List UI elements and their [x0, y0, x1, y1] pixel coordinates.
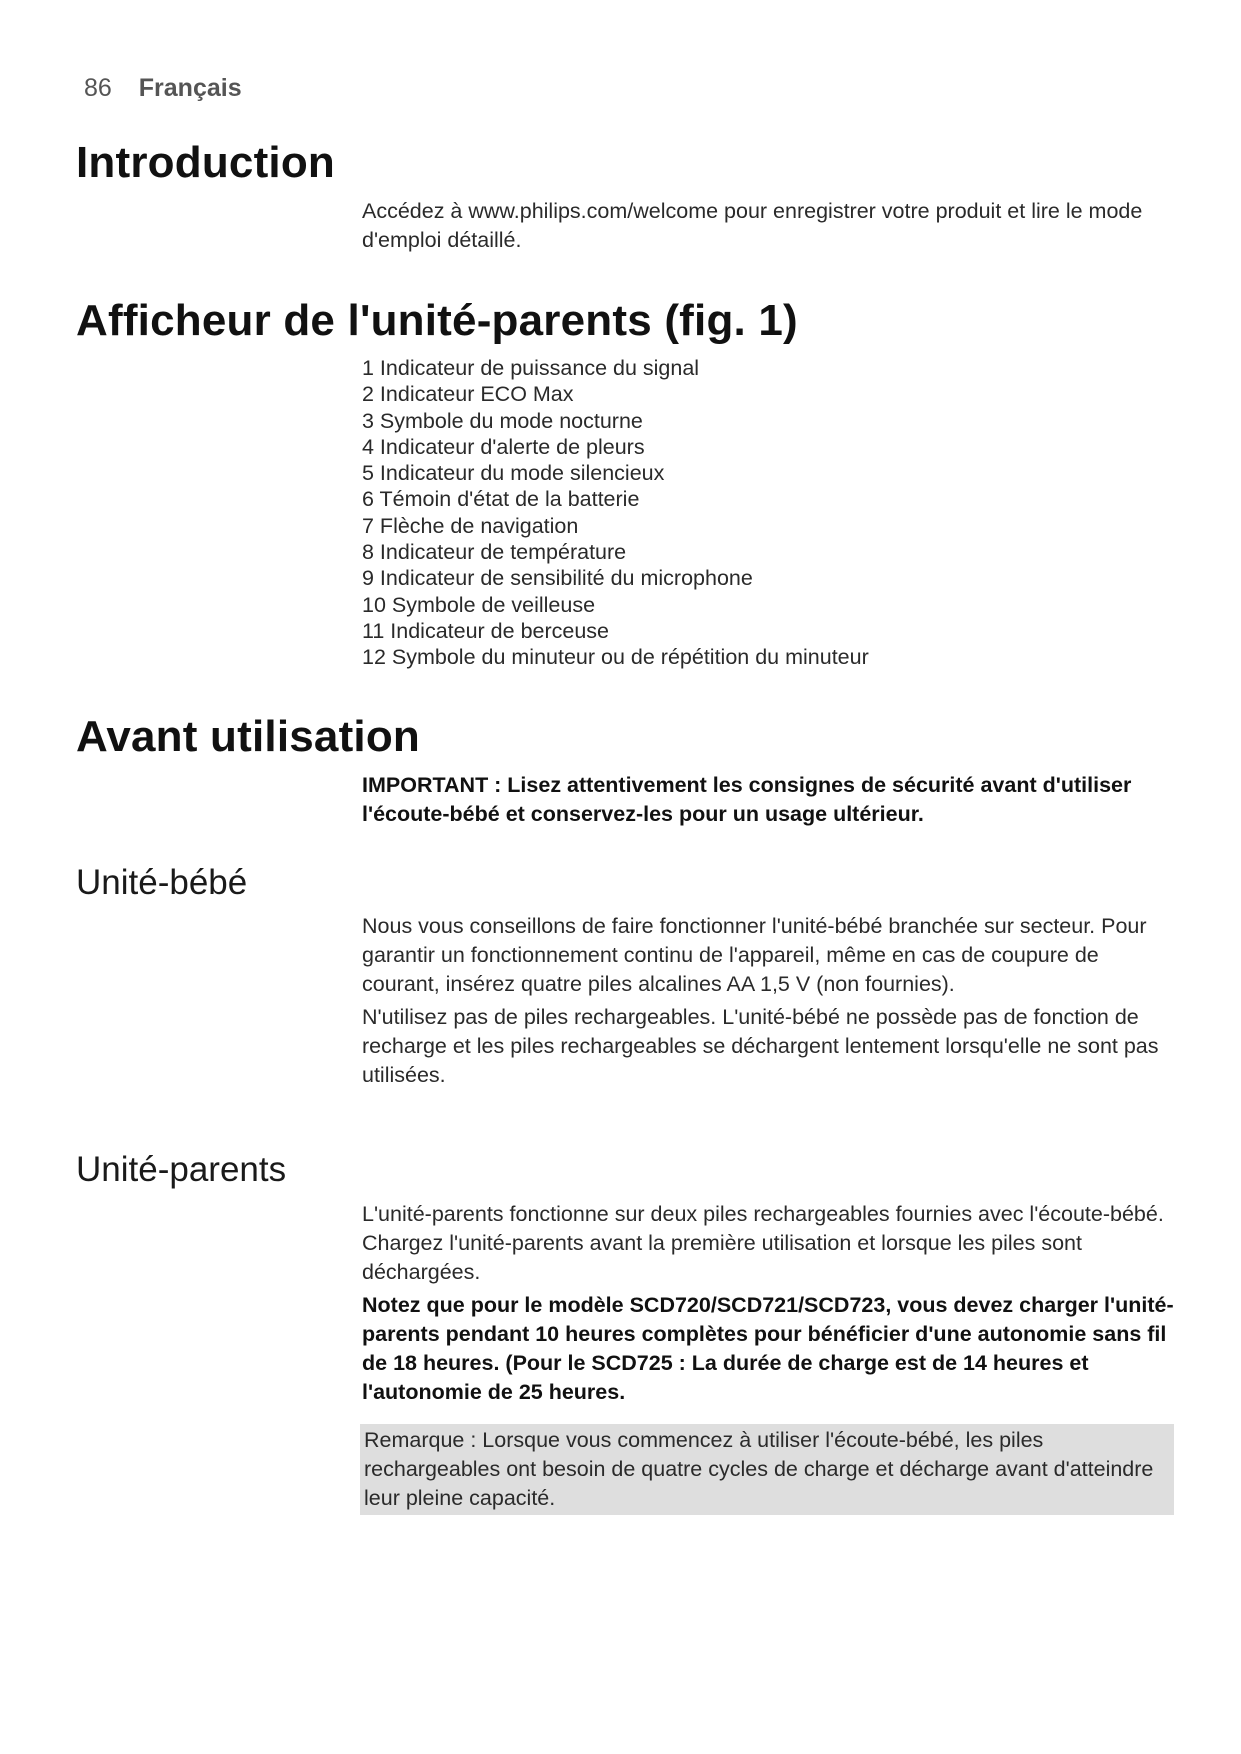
list-item: 5 Indicateur du mode silencieux [362, 461, 665, 486]
parent-unit-paragraph-1: L'unité-parents fonctionne sur deux piles rechargeables fournies avec l'écoute-bébé. Chargez l'unité-parents avant la première utilisation et lorsque les piles sont déchargées. [362, 1202, 1164, 1284]
heading-before-use: Avant utilisation [76, 712, 421, 761]
introduction-text [362, 197, 1174, 255]
note-box [360, 1424, 1174, 1515]
page-number: 86 [84, 74, 112, 102]
heading-parent-unit: Unité-parents [76, 1150, 287, 1189]
introduction-paragraph: Accédez à www.philips.com/welcome pour enregistrer votre produit et lire le mode d'emploi détaillé. [362, 199, 1143, 252]
display-items-list [362, 355, 1174, 671]
list-item: 8 Indicateur de température [362, 540, 627, 565]
parent-unit-text [362, 1200, 1174, 1407]
list-item: 4 Indicateur d'alerte de pleurs [362, 434, 645, 459]
heading-display: Afficheur de l'unité-parents (fig. 1) [76, 296, 798, 345]
list-item: 11 Indicateur de berceuse [362, 618, 610, 643]
note-text: Remarque : Lorsque vous commencez à utiliser l'écoute-bébé, les piles rechargeables ont besoin de quatre cycles de charge et décharge avant d'atteindre leur pleine capacité. [364, 1428, 1154, 1510]
list-item: 1 Indicateur de puissance du signal [362, 356, 700, 380]
list-item: 7 Flèche de navigation [362, 513, 579, 538]
baby-unit-text [362, 912, 1174, 1090]
list-item: 3 Symbole du mode nocturne [362, 408, 643, 433]
baby-unit-paragraph-1: Nous vous conseillons de faire fonctionner l'unité-bébé branchée sur secteur. Pour garantir un fonctionnement continu de l'appareil, même en cas de coupure de courant, insérez quatre piles alcalines AA 1,5 V (non fournies). [362, 914, 1147, 996]
parent-unit-paragraph-2: Notez que pour le modèle SCD720/SCD721/SCD723, vous devez charger l'unité-parents pendant 10 heures complètes pour bénéficier d'une autonomie sans fil de 18 heures. (Pour le SCD725 : La durée de charge est de 14 heures et l'autonomie de 25 heures. [362, 1293, 1174, 1404]
list-item: 2 Indicateur ECO Max [362, 382, 574, 407]
list-item: 12 Symbole du minuteur ou de répétition du minuteur [362, 645, 869, 670]
important-notice [362, 771, 1174, 829]
page-language: Français [138, 74, 242, 102]
list-item: 10 Symbole de veilleuse [362, 592, 596, 617]
list-item: 9 Indicateur de sensibilité du microphone [362, 566, 753, 591]
page-header [84, 74, 242, 103]
baby-unit-paragraph-2: N'utilisez pas de piles rechargeables. L'unité-bébé ne possède pas de fonction de recharge et les piles rechargeables se déchargent lentement lorsqu'elle ne sont pas utilisées. [362, 1005, 1159, 1087]
list-item: 6 Témoin d'état de la batterie [362, 487, 640, 512]
heading-baby-unit: Unité-bébé [76, 863, 248, 902]
important-paragraph: IMPORTANT : Lisez attentivement les consignes de sécurité avant d'utiliser l'écoute-bébé et conservez-les pour un usage ultérieur. [362, 773, 1132, 826]
heading-introduction: Introduction [76, 138, 336, 187]
